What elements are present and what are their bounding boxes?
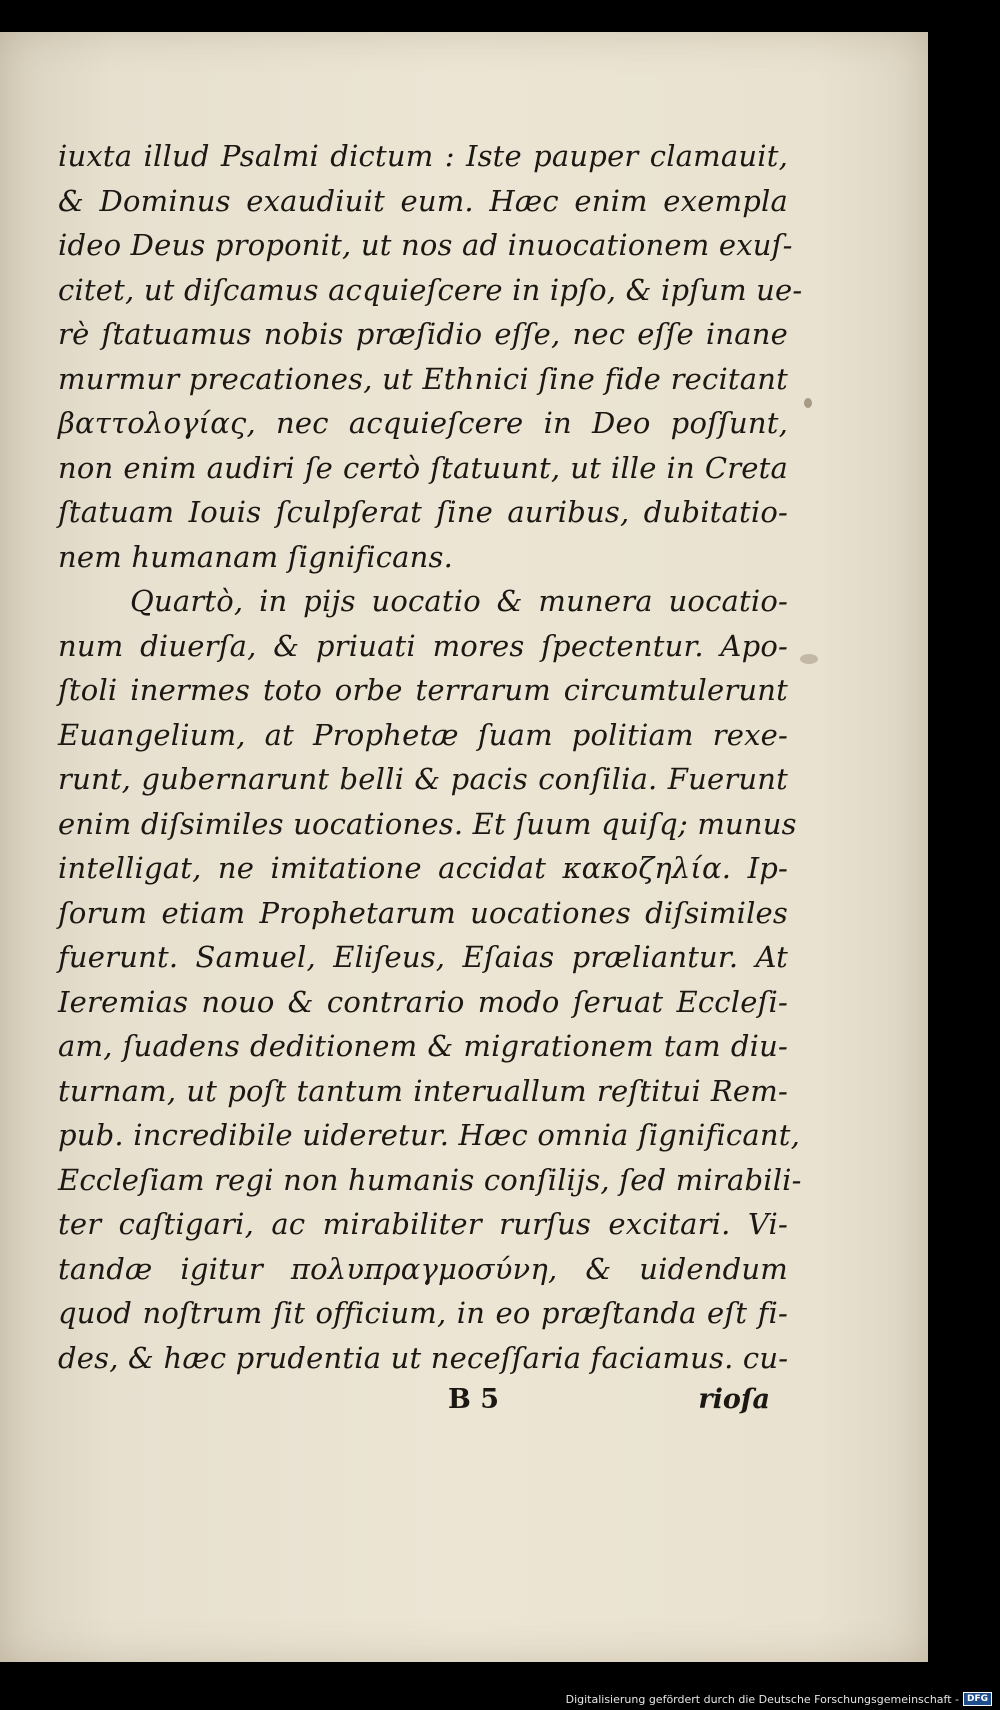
paper-speck	[800, 654, 818, 664]
text-line: rè ſtatuamus nobis præſidio eſſe, nec eſſe inane	[58, 317, 788, 351]
text-line: ſtatuam Iouis ſculpſerat ſine auribus, dubitatio-	[58, 495, 788, 529]
text-line: nem humanam ſignificans.	[58, 539, 454, 574]
text-line: enim diſsimiles uocationes. Et ſuum quiſq; munus	[58, 806, 797, 841]
text-line: ſtoli inermes toto orbe terrarum circumtulerunt	[58, 673, 788, 707]
book-page	[0, 32, 928, 1662]
text-line: tandæ igitur πολυπραγμοσύνη, & uidendum	[58, 1251, 788, 1286]
text-line: fuerunt. Samuel, Eliſeus, Eſaias præliantur. At	[58, 940, 788, 974]
text-line: & Dominus exaudiuit eum. Hæc enim exempla	[58, 183, 788, 218]
digitization-credit	[566, 1692, 992, 1706]
text-line: num diuerſa, & priuati mores ſpectentur. Apo-	[58, 628, 788, 663]
catchword: rioſa	[698, 1384, 770, 1415]
paper-speck	[804, 398, 812, 408]
text-line: citet, ut diſcamus acquieſcere in ipſo, & ipſum ue-	[58, 272, 803, 307]
credit-text: Digitalisierung gefördert durch die Deutsche Forschungsgemeinschaft -	[565, 1692, 959, 1706]
page-content	[58, 134, 803, 1428]
text-line: runt, gubernarunt belli & pacis conſilia. Fuerunt	[58, 762, 788, 796]
dfg-logo-icon: DFG	[963, 1692, 992, 1706]
text-line: Ieremias nouo & contrario modo ſeruat Eccleſi-	[58, 984, 788, 1019]
text-line: βαττολογίας, nec acquieſcere in Deo poſſunt,	[58, 406, 788, 440]
text-line: ideo Deus proponit, ut nos ad inuocationem exuſ-	[58, 228, 793, 262]
text-line: non enim audiri ſe certò ſtatuunt, ut ille in Creta	[58, 450, 788, 485]
text-line: murmur precationes, ut Ethnici ſine fide recitant	[58, 361, 788, 396]
text-line: am, ſuadens deditionem & migrationem tam diu-	[58, 1029, 788, 1063]
text-line: ſorum etiam Prophetarum uocationes diſsimiles	[58, 895, 788, 930]
text-line: ter caſtigari, ac mirabiliter rurſus excitari. Vi-	[58, 1207, 788, 1241]
signature-mark: B 5	[448, 1384, 500, 1415]
text-line: Euangelium, at Prophetæ ſuam politiam rexe-	[58, 717, 788, 752]
text-line: turnam, ut poſt tantum interuallum reſtitui Rem-	[58, 1073, 788, 1108]
text-line: des, & hæc prudentia ut neceſſaria faciamus. cu-	[58, 1340, 789, 1375]
text-line: intelligat, ne imitatione accidat κακοζηλία. Ip-	[58, 851, 788, 885]
text-line: pub. incredibile uideretur. Hæc omnia ſignificant,	[58, 1118, 800, 1152]
text-line: Eccleſiam regi non humanis conſilijs, ſed mirabili-	[58, 1162, 802, 1197]
text-line: iuxta illud Psalmi dictum : Iste pauper clamauit,	[58, 139, 788, 173]
paragraph-start-line: Quartò, in pijs uocatio & munera uocatio-	[130, 584, 788, 618]
page-footer	[58, 1384, 788, 1428]
body-text	[58, 134, 803, 1380]
text-line: quod noſtrum ſit officium, in eo præſtanda eſt fi-	[58, 1296, 788, 1330]
